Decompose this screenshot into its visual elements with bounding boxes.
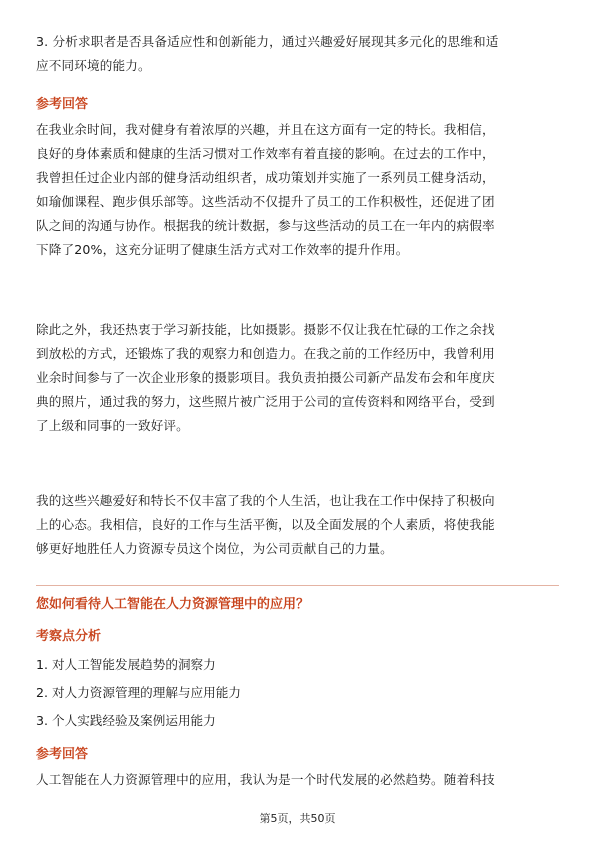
analysis-item: 1. 对人工智能发展趋势的洞察力	[36, 657, 216, 672]
text-line: 应不同环境的能力。	[36, 58, 151, 73]
text-line: 典的照片，通过我的努力，这些照片被广泛用于公司的宣传资料和网络平台，受到	[36, 394, 495, 409]
text-line: 队之间的沟通与协作。根据我的统计数据，参与这些活动的员工在一年内的病假率	[36, 218, 495, 233]
analysis-heading: 考察点分析	[36, 629, 102, 644]
text-line: 下降了20%，这充分证明了健康生活方式对工作效率的提升作用。	[36, 242, 409, 257]
text-line: 上的心态。我相信，良好的工作与生活平衡，以及全面发展的个人素质，将使我能	[36, 517, 495, 532]
text-line: 了上级和同事的一致好评。	[36, 418, 189, 433]
text-line: 到放松的方式，还锻炼了我的观察力和创造力。在我之前的工作经历中，我曾利用	[36, 346, 495, 361]
answer-paragraph-1	[36, 118, 559, 262]
text-line: 我曾担任过企业内部的健身活动组织者，成功策划并实施了一系列员工健身活动，	[36, 170, 495, 185]
answer-paragraph-2	[36, 318, 559, 438]
analysis-item: 3. 个人实践经验及案例运用能力	[36, 713, 216, 728]
text-line: 够更好地胜任人力资源专员这个岗位，为公司贡献自己的力量。	[36, 541, 393, 556]
text-line: 人工智能在人力资源管理中的应用，我认为是一个时代发展的必然趋势。随着科技	[36, 772, 495, 787]
text-line: 如瑜伽课程、跑步俱乐部等。这些活动不仅提升了员工的工作积极性，还促进了团	[36, 194, 495, 209]
text-line: 除此之外，我还热衷于学习新技能，比如摄影。摄影不仅让我在忙碌的工作之余找	[36, 322, 495, 337]
text-line: 我的这些兴趣爱好和特长不仅丰富了我的个人生活，也让我在工作中保持了积极向	[36, 493, 495, 508]
answer2-paragraph-1	[36, 768, 559, 792]
answer-paragraph-3	[36, 489, 559, 561]
intro-point	[36, 30, 559, 78]
text-line: 3. 分析求职者是否具备适应性和创新能力，通过兴趣爱好展现其多元化的思维和适	[36, 34, 499, 49]
text-line: 业余时间参与了一次企业形象的摄影项目。我负责拍摄公司新产品发布会和年度庆	[36, 370, 495, 385]
answer-heading: 参考回答	[36, 97, 89, 112]
answer-heading-2: 参考回答	[36, 747, 89, 762]
analysis-item: 2. 对人力资源管理的理解与应用能力	[36, 685, 241, 700]
question-title: 您如何看待人工智能在人力资源管理中的应用？	[36, 597, 310, 612]
text-line: 在我业余时间，我对健身有着浓厚的兴趣，并且在这方面有一定的特长。我相信，	[36, 122, 495, 137]
text-line: 良好的身体素质和健康的生活习惯对工作效率有着直接的影响。在过去的工作中，	[36, 146, 495, 161]
section-divider	[36, 585, 559, 586]
page-footer: 第5页，共50页	[259, 812, 336, 825]
